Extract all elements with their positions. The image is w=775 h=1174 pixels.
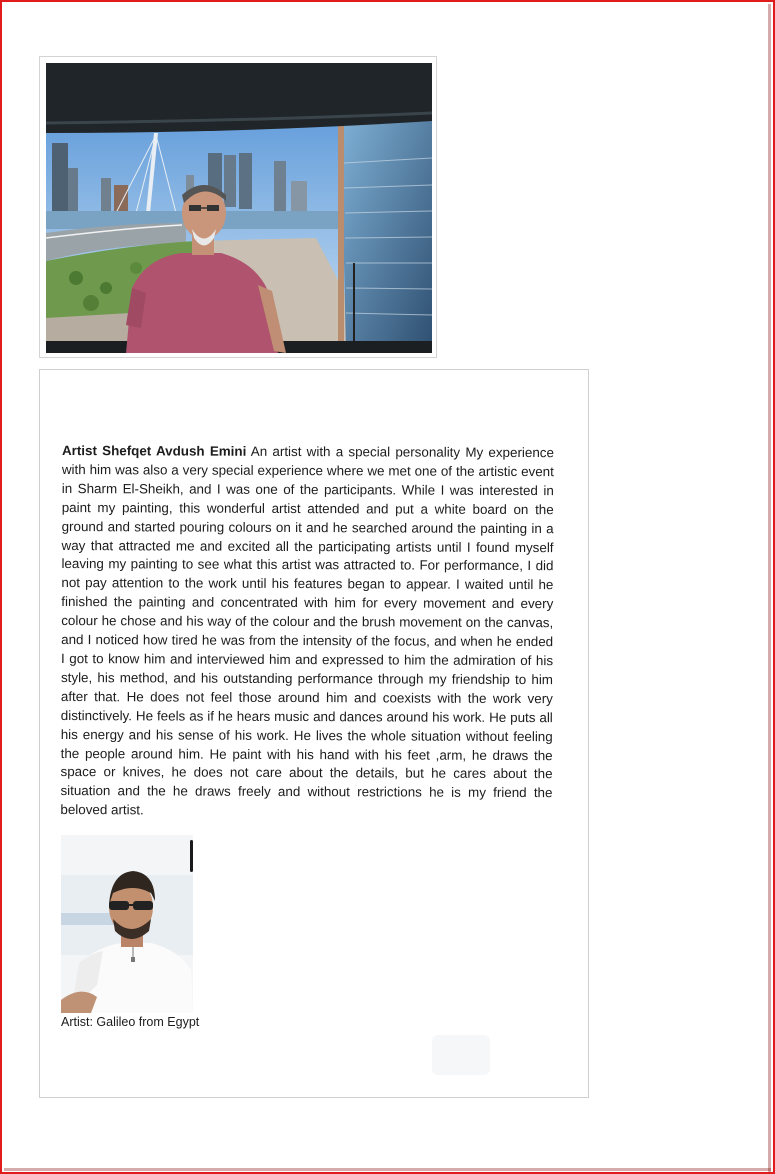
author-portrait: [61, 835, 193, 1013]
city-skyline-image: [46, 63, 432, 353]
artist-photo-card: [39, 56, 437, 358]
scan-smudge: [432, 1035, 490, 1075]
author-caption: Artist: Galileo from Egypt: [61, 1015, 200, 1029]
testimonial-document: [39, 369, 589, 1098]
frame-shadow: [4, 1168, 771, 1171]
author-photo: [61, 835, 193, 1013]
artist-photo: [46, 63, 432, 353]
testimonial-paragraph: [60, 442, 554, 822]
decorative-bar: [190, 840, 193, 872]
testimonial-body: An artist with a special personality My experience with him was also a very special experience where we met one of the artistic event in Sharm El-Sheikh, and I was one of the participants. While I was interested in paint my painting, this wonderful artist attended and put a white board on the ground and started pouring colours on it and he searched around the painting in a way that attracted me and excited all the participating artists until I found myself leaving my painting to see what this artist was attracted to. For performance, I did not pay attention to the work until his features began to appear. I waited until he finished the painting and concentrated with him for every movement and every colour he chose and his way of the colour and the brush movement on the canvas, and I noticed how tired he was from the intensity of the focus, and when he ended I got to know him and interviewed him and expressed to him the admiration of his style, his method, and his outstanding performance through my friendship to him after that. He does not feel those around him and coexists with the work very distinctively. He feels as if he hears music and dances around his work. He puts all his energy and his sense of his work. He lives the whole situation without feeling the people around him. He paint with his hand with his feet ,arm, he draws the space or knives, he does not care about the details, but he cares about the situation and the he draws freely and without restrictions he is my friend the beloved artist.: [60, 443, 554, 818]
artist-name: Artist Shefqet Avdush Emini: [61, 443, 247, 459]
frame-shadow: [768, 4, 771, 1172]
